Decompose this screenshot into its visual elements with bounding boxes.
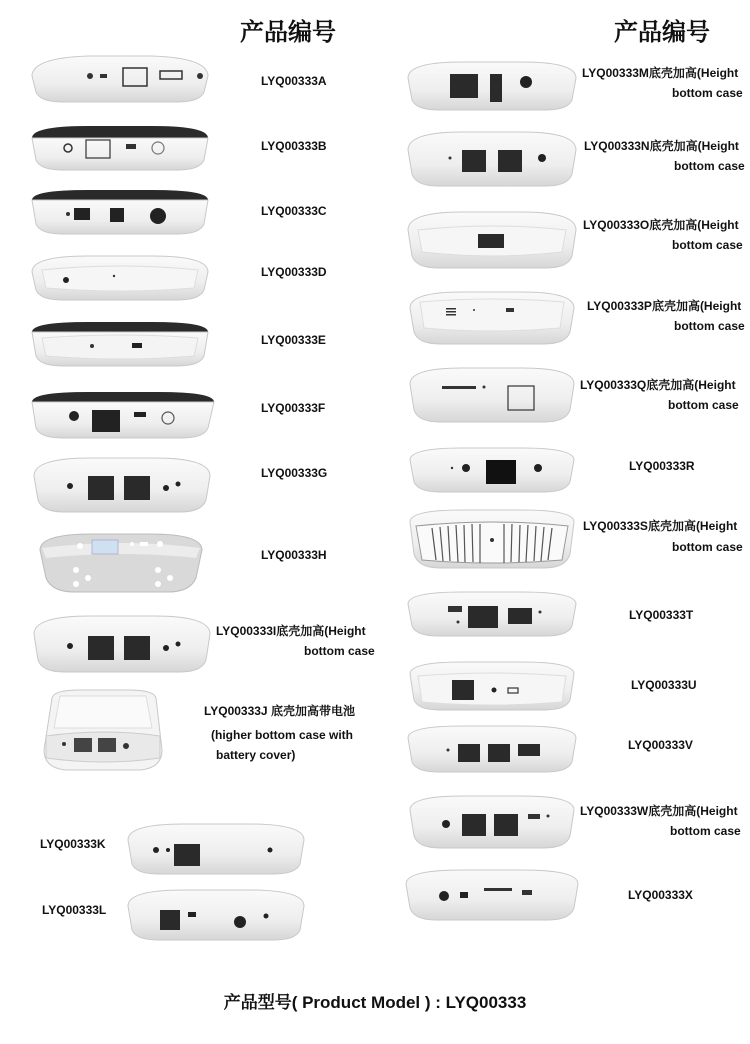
router-image-e	[28, 320, 212, 368]
label-w-sub: bottom case	[670, 824, 741, 838]
label-f: LYQ00333F	[261, 401, 326, 415]
left-title: 产品编号	[240, 18, 336, 46]
label-j-sub: (higher bottom case with	[211, 728, 354, 742]
label-j: LYQ00333J 底壳加高带电池	[204, 704, 355, 718]
router-image-o	[404, 208, 580, 270]
router-image-u	[406, 658, 578, 712]
label-m-sub: bottom case	[672, 86, 743, 100]
router-image-i	[30, 612, 214, 674]
router-image-r	[406, 444, 578, 494]
router-image-d	[28, 252, 212, 304]
label-d: LYQ00333D	[261, 265, 327, 279]
router-image-v	[404, 722, 580, 774]
label-k: LYQ00333K	[40, 837, 106, 851]
router-image-n	[404, 128, 580, 188]
label-o: LYQ00333O底壳加高(Height	[583, 218, 739, 232]
label-e: LYQ00333E	[261, 333, 326, 347]
router-image-j	[40, 688, 166, 774]
router-image-p	[406, 288, 578, 346]
router-image-h	[36, 532, 206, 594]
router-image-q	[406, 364, 578, 424]
router-image-c	[28, 188, 212, 236]
label-i: LYQ00333I底壳加高(Height	[216, 624, 366, 638]
label-i-sub: bottom case	[304, 644, 375, 658]
label-p-sub: bottom case	[674, 319, 745, 333]
router-image-g	[30, 454, 214, 514]
label-p: LYQ00333P底壳加高(Height	[587, 299, 742, 313]
router-image-f	[28, 390, 218, 440]
label-r: LYQ00333R	[629, 459, 695, 473]
label-s-sub: bottom case	[672, 540, 743, 554]
label-b: LYQ00333B	[261, 139, 327, 153]
router-image-x	[402, 866, 582, 922]
label-v: LYQ00333V	[628, 738, 693, 752]
label-m: LYQ00333M底壳加高(Height	[582, 66, 739, 80]
router-image-m	[404, 58, 580, 112]
label-n-sub: bottom case	[674, 159, 745, 173]
router-image-t	[404, 588, 580, 638]
label-q-sub: bottom case	[668, 398, 739, 412]
label-n: LYQ00333N底壳加高(Height	[584, 139, 739, 153]
label-s: LYQ00333S底壳加高(Height	[583, 519, 738, 533]
label-g: LYQ00333G	[261, 466, 328, 480]
right-title: 产品编号	[614, 18, 710, 46]
router-image-l	[124, 886, 308, 942]
label-a: LYQ00333A	[261, 74, 327, 88]
label-x: LYQ00333X	[628, 888, 693, 902]
router-image-a	[28, 52, 212, 104]
label-t: LYQ00333T	[629, 608, 694, 622]
router-image-k	[124, 820, 308, 876]
label-l: LYQ00333L	[42, 903, 107, 917]
label-c: LYQ00333C	[261, 204, 327, 218]
label-o-sub: bottom case	[672, 238, 743, 252]
product-model-caption: 产品型号( Product Model ) : LYQ00333	[223, 993, 527, 1012]
label-h: LYQ00333H	[261, 548, 327, 562]
router-image-b	[28, 122, 212, 174]
label-u: LYQ00333U	[631, 678, 697, 692]
router-image-w	[406, 792, 578, 850]
label-j-sub2: battery cover)	[216, 748, 296, 762]
label-q: LYQ00333Q底壳加高(Height	[580, 378, 736, 392]
label-w: LYQ00333W底壳加高(Height	[580, 804, 738, 818]
router-image-s	[406, 508, 578, 570]
